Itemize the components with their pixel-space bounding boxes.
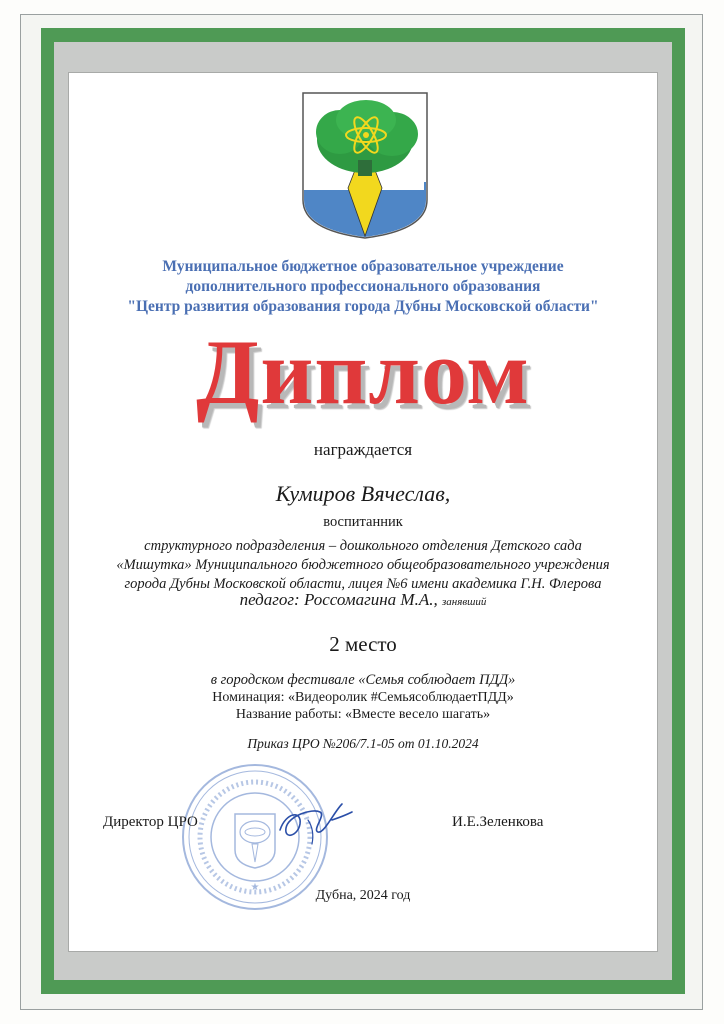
diploma-title: Диплом	[196, 321, 530, 423]
svg-text:★: ★	[250, 882, 260, 893]
order-text: Приказ ЦРО №206/7.1-05 от 01.10.2024	[247, 736, 479, 751]
teacher-suffix: занявший	[441, 596, 487, 608]
work-title-text: Название работы: «Вместе весело шагать»	[235, 707, 491, 722]
institution-line-2: «Мишутка» Муниципального бюджетного общеобразовательного учреждения	[116, 557, 610, 573]
organization-header	[68, 257, 658, 317]
signatory-name: И.Е.Зеленкова	[452, 814, 544, 830]
signatory-title: Директор ЦРО	[103, 814, 198, 830]
institution-line-1: структурного подразделения – дошкольного отделения Детского сада	[144, 538, 582, 554]
institution-line-3: города Дубны Московской области, лицея №6 имени академика Г.Н. Флерова	[124, 576, 602, 592]
recipient-name: Кумиров Вячеслав,	[275, 481, 451, 506]
organization-line-3: "Центр развития образования города Дубны Московской области"	[127, 298, 599, 315]
organization-line-1: Муниципальное бюджетное образовательное учреждение	[162, 258, 564, 275]
teacher-label: педагог: Россомагина М.А.,	[239, 590, 438, 609]
city-crest-icon	[300, 90, 430, 240]
city-year: Дубна, 2024 год	[315, 888, 411, 903]
nomination-text: Номинация: «Видеоролик #СемьясоблюдаетПДД»	[212, 690, 514, 705]
organization-line-2: дополнительного профессионального образования	[185, 278, 541, 295]
recipient-role: воспитанник	[323, 514, 403, 530]
signature-icon	[272, 790, 357, 850]
teacher-line	[68, 590, 658, 610]
place-text: 2 место	[329, 632, 397, 656]
festival-text: в городском фестивале «Семья соблюдает ПДД»	[210, 672, 516, 688]
recipient-institution	[68, 537, 658, 594]
awarded-text: награждается	[313, 440, 413, 459]
